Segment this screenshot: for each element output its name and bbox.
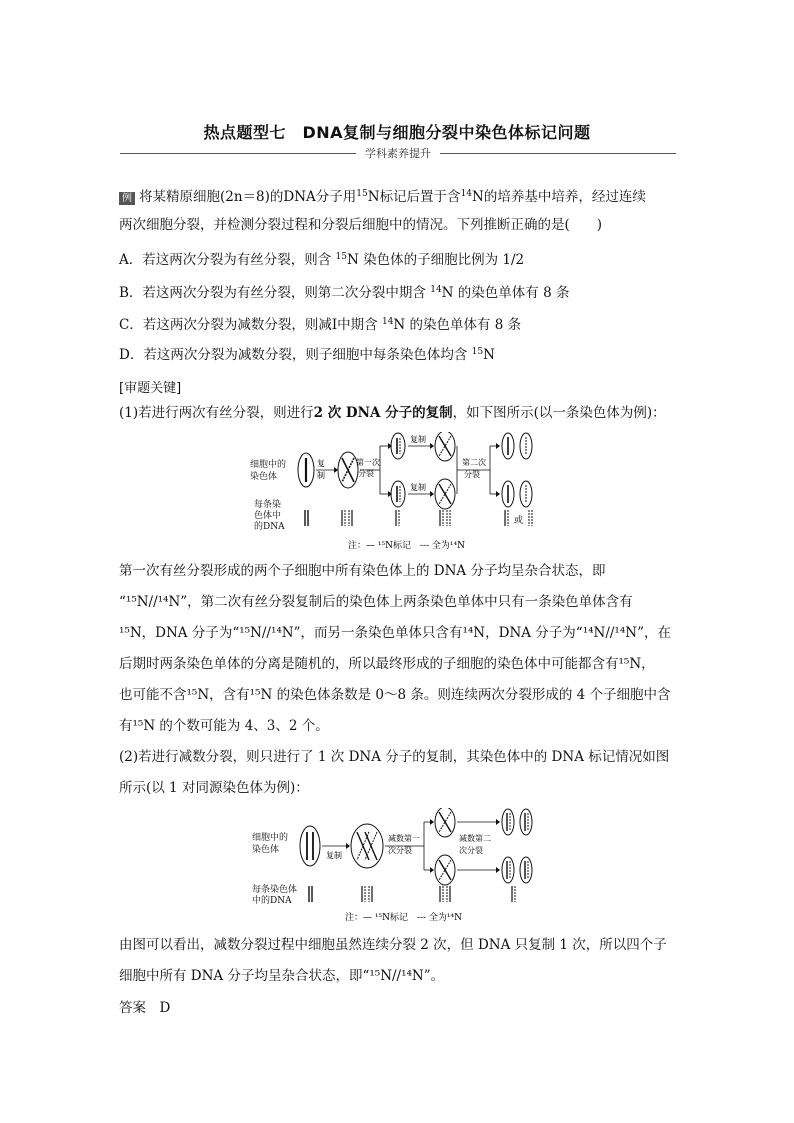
part1-explain-3: ¹⁵N，DNA 分子为“¹⁵N//¹⁴N”，而另一条染色单体只含有¹⁴N，DNA 分子为“¹⁴N//¹⁴N”，在 bbox=[119, 625, 671, 641]
part2-intro-2: 所示(以 1 对同源染色体为例)： bbox=[119, 780, 309, 796]
svg-text:复: 复 bbox=[317, 459, 325, 468]
answer bbox=[119, 997, 675, 1019]
diagram2-row-label-a: 细胞中的 bbox=[252, 833, 289, 843]
diagram1-note: 注：— ¹⁵N标记 --- 全为¹⁴N bbox=[348, 541, 466, 551]
part1-explain-2: “¹⁵N//¹⁴N”，第二次有丝分裂复制后的染色体上两条染色单体中只有一条染色单体含有 bbox=[119, 594, 633, 610]
section-subtitle-bar bbox=[120, 145, 676, 161]
option-d[interactable]: D．若这两次分裂为减数分裂，则子细胞中每条染色体均含 $^{15}$N bbox=[119, 347, 495, 363]
answer-label: 答案 bbox=[119, 1000, 146, 1016]
part1-explain-1: 第一次有丝分裂形成的两个子细胞中所有染色体上的 DNA 分子均呈杂合状态，即 bbox=[119, 563, 606, 579]
part2-explain-2: 细胞中所有 DNA 分子均呈杂合状态，即“¹⁵N//¹⁴N”。 bbox=[119, 968, 445, 984]
diagram1-row-label-a: 细胞中的 bbox=[250, 460, 287, 470]
replicated-cell-3 bbox=[435, 432, 455, 461]
daughter-cell-1 bbox=[391, 433, 405, 459]
svg-text:分裂: 分裂 bbox=[358, 469, 374, 478]
part1-explain-4: 后期时两条染色单体的分离是随机的，所以最终形成的子细胞的染色体中可能都含有¹⁵N， bbox=[119, 656, 655, 672]
svg-text:第一次: 第一次 bbox=[356, 458, 380, 467]
part2-intro-1: (2)若进行减数分裂，则只进行了 1 次 DNA 分子的复制，其染色体中的 DNA 标记情况如图 bbox=[119, 749, 670, 765]
stem-part-c: N的培养基中培养，经过连续 bbox=[472, 189, 646, 205]
svg-text:复制: 复制 bbox=[410, 435, 426, 444]
svg-text:复制: 复制 bbox=[410, 483, 426, 492]
option-b[interactable]: B．若这两次分裂为有丝分裂，则第二次分裂中期含 $^{14}$N 的染色单体有 8 条 bbox=[119, 285, 570, 301]
diagram1-dna-label-c: 的DNA bbox=[254, 522, 285, 532]
meiosis-diagram bbox=[250, 808, 550, 926]
svg-text:减数第二: 减数第二 bbox=[459, 834, 491, 843]
part1-explain-6: 有¹⁵N 的个数可能为 4、3、2 个。 bbox=[119, 718, 329, 734]
meiosis-cell-replicated bbox=[351, 824, 383, 868]
option-a[interactable]: A．若这两次分裂为有丝分裂，则含 $^{15}$N 染色体的子细胞比例为 1/2 bbox=[119, 252, 525, 268]
svg-text:次分裂: 次分裂 bbox=[459, 846, 483, 855]
answer-value: D bbox=[159, 1000, 171, 1016]
stem-part-a: 将某精原细胞(2n＝8)的DNA分子用 bbox=[139, 189, 357, 205]
meiosis-secondary-cell-2 bbox=[435, 855, 455, 885]
analysis-header: [审题关键] bbox=[119, 381, 182, 396]
cell-replicated bbox=[338, 452, 358, 488]
question-stem-line2: 两次细胞分裂，并检测分裂过程和分裂后细胞中的情况。下列推断正确的是( ) bbox=[119, 217, 603, 233]
part2-explain-1: 由图可以看出，减数分裂过程中细胞虽然连续分裂 2 次，但 DNA 只复制 1 次，所以四个子 bbox=[119, 937, 667, 953]
diagram2-dna-label-a: 每条染色体 bbox=[252, 885, 298, 895]
diagram2-dna-label-b: 中的DNA bbox=[252, 896, 292, 906]
svg-text:分裂: 分裂 bbox=[464, 470, 480, 479]
diagram1-dna-label-a: 每条染 bbox=[254, 500, 282, 510]
diagram2-note: 注：— ¹⁵N标记 --- 全为¹⁴N bbox=[345, 913, 463, 923]
page-title: 热点题型七 DNA复制与细胞分裂中染色体标记问题 bbox=[203, 123, 591, 142]
svg-text:第二次: 第二次 bbox=[462, 458, 486, 467]
daughter-cell-2 bbox=[391, 481, 405, 507]
meiosis-cell-initial bbox=[300, 826, 320, 866]
part1-intro: (1)若进行两次有丝分裂，则进行2 次 DNA 分子的复制，如下图所示(以一条染色体为例)： bbox=[119, 405, 666, 421]
mitosis-diagram bbox=[250, 432, 550, 556]
stem-part-b: N标记后置于含 bbox=[367, 189, 461, 205]
meiosis-secondary-cell-1 bbox=[435, 808, 455, 837]
diagram2-row-label-b: 染色体 bbox=[252, 845, 280, 855]
part1-explain-5: 也可能不含¹⁵N，含有¹⁵N 的染色体条数是 0～8 条。则连续两次分裂形成的 4 个子细胞中含 bbox=[119, 687, 671, 703]
diagram2-dna-row bbox=[309, 886, 515, 902]
meiosis-final-cells bbox=[502, 809, 532, 883]
example-badge: 例 bbox=[119, 192, 135, 205]
question-stem: 例 将某精原细胞(2n＝8)的DNA分子用$^{15}$N标记后置于含$^{14}$N的培养基中培养，经过连续 bbox=[119, 186, 675, 208]
replicated-cell-4 bbox=[435, 479, 455, 509]
section-subtitle: 学科素养提升 bbox=[365, 147, 431, 160]
or-text: 或 bbox=[514, 516, 524, 526]
divider bbox=[440, 153, 676, 154]
diagram1-dna-label-b: 色体中 bbox=[254, 511, 282, 521]
svg-text:复制: 复制 bbox=[326, 851, 342, 860]
svg-text:制: 制 bbox=[317, 471, 325, 480]
svg-text:次分裂: 次分裂 bbox=[388, 846, 412, 855]
svg-text:减数第一: 减数第一 bbox=[388, 834, 420, 843]
cell-initial bbox=[298, 453, 314, 487]
option-c[interactable]: C．若这两次分裂为减数分裂，则减Ⅰ中期含 $^{14}$N 的染色单体有 8 条 bbox=[119, 317, 522, 333]
diagram1-dna-row bbox=[305, 510, 532, 526]
final-cells bbox=[502, 433, 532, 507]
diagram1-row-label-b: 染色体 bbox=[250, 472, 278, 482]
